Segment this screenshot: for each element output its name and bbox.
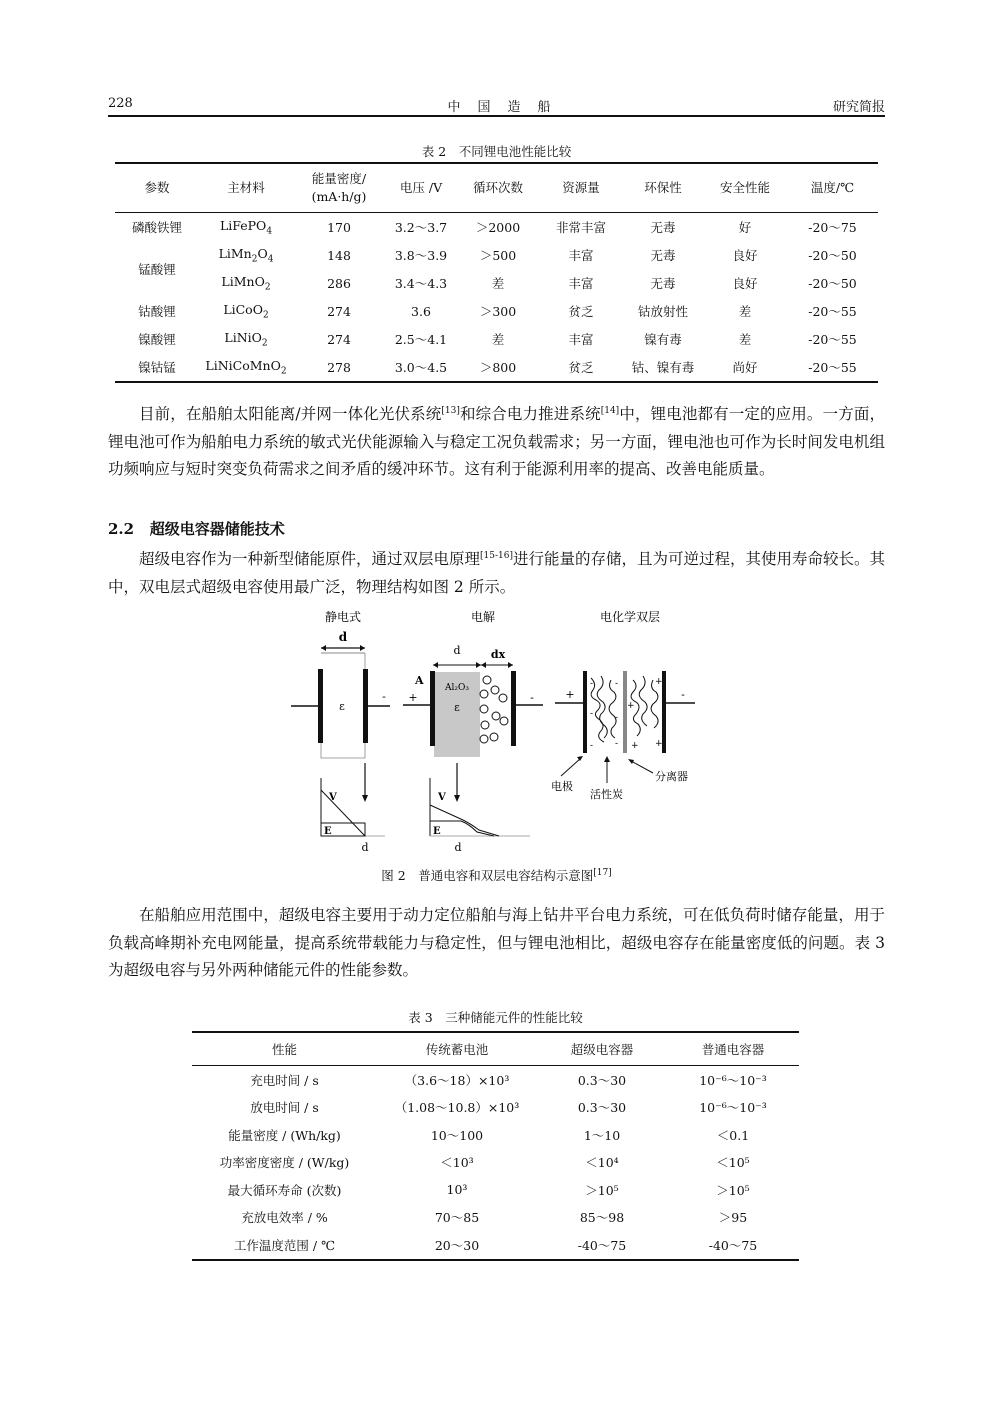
cell-battery: （3.6～18）×10³ xyxy=(404,1072,510,1088)
cell-energy: 148 xyxy=(327,247,351,263)
cell-prop: 充放电效率 / % xyxy=(241,1210,328,1226)
cell-prop: 最大循环寿命 (次数) xyxy=(227,1182,342,1198)
section-title: 超级电容器储能技术 xyxy=(149,520,285,538)
cell-cycles: ＞2000 xyxy=(475,220,521,235)
cell-cap: ＜0.1 xyxy=(716,1127,750,1143)
table-row xyxy=(192,1149,799,1177)
col-header: 电压 /V xyxy=(399,180,443,195)
cell-eco: 镍有毒 xyxy=(644,332,682,347)
header-rule xyxy=(108,115,885,117)
cell-battery: 10³ xyxy=(446,1182,468,1198)
text: 中，锂电池都有一定的应用。一方面，锂电池可作为船舶电力系统的敏式光伏能源输入与稳定工况负载需求；另一方面，锂电池也可作为长时间发电机组功频响应与短时突变负荷需求之间矛盾的缓冲环节。这有利于能源利用率的提高、改善电能质量。 xyxy=(108,405,885,479)
figure-2 xyxy=(285,608,715,858)
page-number: 228 xyxy=(108,96,133,111)
cell-prop: 工作温度范围 / ℃ xyxy=(233,1237,336,1253)
pointer-electrode xyxy=(561,758,581,776)
table-header-row xyxy=(192,1032,799,1066)
electrode-left xyxy=(583,671,587,753)
section-number: 2.2 xyxy=(108,520,135,538)
section-label: 研究简报 xyxy=(832,100,885,115)
label-d: d xyxy=(338,630,348,644)
cell-resource: 丰富 xyxy=(568,276,594,291)
caption-text: 图 2 普通电容和双层电容结构示意图 xyxy=(381,868,594,883)
bracket xyxy=(321,743,365,758)
col-header: 主材料 xyxy=(227,180,265,195)
subscript: 2 xyxy=(280,366,287,377)
cell-cap: ＜10⁵ xyxy=(716,1155,750,1171)
cell-cycles: ＞300 xyxy=(479,304,517,319)
cell-temp: -20～55 xyxy=(808,332,857,347)
cell-supercap: 1～10 xyxy=(583,1127,621,1143)
cell-resource: 贫乏 xyxy=(568,360,594,375)
label-V: V xyxy=(329,792,337,803)
col-header: 温度/℃ xyxy=(810,180,855,195)
cell-voltage: 2.5～4.1 xyxy=(394,332,448,347)
cell-eco: 钴、镍有毒 xyxy=(631,360,695,375)
cell-energy: 274 xyxy=(327,303,351,319)
cell-cycles: 差 xyxy=(491,276,505,291)
cell-prop: 放电时间 / s xyxy=(250,1100,319,1116)
cell-safety: 差 xyxy=(738,332,752,347)
col-header xyxy=(293,163,385,213)
svg-text:+: + xyxy=(655,739,663,749)
cell-eco: 无毒 xyxy=(650,276,676,291)
cell-temp: -20～55 xyxy=(808,360,857,375)
table3 xyxy=(192,1031,799,1261)
cell-battery: （1.08～10.8）×10³ xyxy=(394,1100,520,1116)
cell-type: 锰酸锂 xyxy=(138,262,176,277)
cell-battery: 70～85 xyxy=(434,1210,480,1226)
cell-cap: 10⁻⁶～10⁻³ xyxy=(699,1100,767,1116)
cell-battery: ＜10³ xyxy=(440,1155,474,1171)
cell-energy: 274 xyxy=(327,331,351,347)
table3-caption: 表 3 三种储能元件的性能比较 xyxy=(408,1010,583,1025)
svg-text:-: - xyxy=(590,741,594,751)
cell-supercap: ＜10⁴ xyxy=(585,1155,619,1171)
citation: [17] xyxy=(593,867,612,878)
plate-left xyxy=(430,671,435,746)
cell-safety: 良好 xyxy=(732,276,758,291)
cell-voltage: 3.0～4.5 xyxy=(394,360,448,375)
pointer-separator xyxy=(631,761,653,773)
text: 进行能量的存储，且为可逆过程，其使用寿命较长。其中，双电层式超级电容使用最广泛，物理结构如图 2 所示。 xyxy=(108,550,885,596)
label-d: d xyxy=(453,644,461,657)
cell-temp: -20～75 xyxy=(808,220,857,235)
label-A: A xyxy=(415,674,424,687)
cell-battery: 10～100 xyxy=(430,1127,484,1143)
panel-title-edlc: 电化学双层 xyxy=(599,610,661,624)
paragraph-1 xyxy=(108,398,885,484)
label-al2o3: Al₂O₃ xyxy=(445,683,469,693)
formula: LiMnO xyxy=(221,273,265,289)
cell-supercap: 0.3～30 xyxy=(577,1100,627,1116)
cell-voltage: 3.6 xyxy=(411,303,431,319)
cell-energy: 170 xyxy=(327,219,351,235)
cell-type: 钴酸锂 xyxy=(138,304,176,319)
cell-prop: 功率密度密度 / (W/kg) xyxy=(219,1155,350,1171)
panel-title-electrostatic: 静电式 xyxy=(324,610,362,624)
cell-voltage: 3.4～4.3 xyxy=(394,276,448,291)
table-row xyxy=(115,241,878,269)
cell-temp: -20～50 xyxy=(808,276,857,291)
cell-material xyxy=(199,241,293,269)
label-dx: dx xyxy=(490,648,506,661)
formula: LiNiO xyxy=(224,329,262,345)
cell-material xyxy=(199,297,293,325)
cell-type: 磷酸铁锂 xyxy=(131,220,182,235)
table-row xyxy=(115,297,878,325)
cell-cap: -40～75 xyxy=(708,1237,758,1253)
cell-type: 镍钴锰 xyxy=(138,360,176,375)
plate-right xyxy=(511,671,516,746)
table2 xyxy=(115,162,878,383)
cell-resource: 丰富 xyxy=(568,248,594,263)
activated-carbon xyxy=(591,676,619,742)
table-row xyxy=(115,353,878,382)
col-header: 传统蓄电池 xyxy=(425,1042,489,1057)
citation: [13] xyxy=(441,406,460,416)
cell-cycles: ＞800 xyxy=(479,360,517,375)
cell-material xyxy=(199,269,293,297)
cell-energy: 286 xyxy=(327,275,351,291)
col-header: 超级电容器 xyxy=(570,1042,634,1057)
subscript: 2 xyxy=(262,310,269,321)
cell-eco: 无毒 xyxy=(650,220,676,235)
label-plus: + xyxy=(565,688,575,701)
label-V: V xyxy=(438,792,446,803)
arrowhead xyxy=(628,759,634,764)
svg-text:-: - xyxy=(615,713,619,723)
col-header: 资源量 xyxy=(562,180,600,195)
cell-cap: 10⁻⁶～10⁻³ xyxy=(699,1072,767,1088)
text: 在船舶应用范围中，超级电容主要用于动力定位船舶与海上钻井平台电力系统，可在低负荷时储存能量，用于负载高峰期补充电网能量，提高系统带载能力与稳定性，但与锂电池相比，超级电容存在能量密度低的问题。表 3 为超级电容与另外两种储能元件的性能参数。 xyxy=(108,906,885,979)
separator xyxy=(623,671,627,753)
cell-supercap: ＞10⁵ xyxy=(585,1182,619,1198)
label-electrode: 电极 xyxy=(551,780,573,793)
cell-cycles: 差 xyxy=(491,332,505,347)
col-header: 循环次数 xyxy=(472,180,523,195)
label-separator: 分离器 xyxy=(655,770,688,783)
col-header: 普通电容器 xyxy=(701,1042,765,1057)
table-row xyxy=(115,325,878,353)
section-heading xyxy=(108,518,285,539)
formula: O xyxy=(257,245,268,261)
cell-material xyxy=(199,353,293,382)
cell-supercap: -40～75 xyxy=(577,1237,627,1253)
label-plus: + xyxy=(408,691,418,704)
label-epsilon: ε xyxy=(339,700,345,713)
label-d: d xyxy=(454,841,462,854)
cell-temp: -20～55 xyxy=(808,304,857,319)
cell-supercap: 0.3～30 xyxy=(577,1072,627,1088)
cell-cap: ＞10⁵ xyxy=(716,1182,750,1198)
text: 和综合电力推进系统 xyxy=(459,405,601,424)
cell-cap: ＞95 xyxy=(718,1210,748,1226)
label-activated-carbon: 活性炭 xyxy=(590,788,623,801)
cell-battery: 20～30 xyxy=(434,1237,480,1253)
label-E: E xyxy=(433,826,441,837)
table-row xyxy=(115,269,878,297)
subscript: 4 xyxy=(267,254,274,265)
formula: LiFePO xyxy=(219,217,267,233)
panel-edlc xyxy=(551,671,695,801)
cell-supercap: 85～98 xyxy=(579,1210,625,1226)
label-epsilon: ε xyxy=(454,701,460,714)
table-header-row xyxy=(115,163,878,213)
formula: LiMn xyxy=(218,245,252,261)
formula: LiNiCoMnO xyxy=(205,357,281,373)
plate-left xyxy=(318,669,323,743)
svg-text:+: + xyxy=(627,701,635,711)
cell-voltage: 3.8～3.9 xyxy=(394,248,448,263)
text: 目前，在船舶太阳能离/并网一体化光伏系统 xyxy=(139,405,442,424)
cell-resource: 丰富 xyxy=(568,332,594,347)
col-header: 安全性能 xyxy=(719,180,770,195)
cell-resource: 非常丰富 xyxy=(555,220,606,235)
cell-type: 镍酸锂 xyxy=(138,332,176,347)
svg-text:+: + xyxy=(655,677,663,687)
col-header-line1: 能量密度/ xyxy=(311,171,367,186)
col-header: 环保性 xyxy=(644,180,682,195)
table-row xyxy=(192,1094,799,1122)
table-row xyxy=(115,213,878,242)
journal-title: 中 国 造 船 xyxy=(447,100,553,115)
citation: [15-16] xyxy=(480,551,513,561)
svg-text:-: - xyxy=(590,679,594,689)
ions xyxy=(480,676,508,743)
paragraph-3 xyxy=(108,902,885,985)
panel-electrolytic xyxy=(403,644,543,854)
cell-safety: 良好 xyxy=(732,248,758,263)
label-minus: - xyxy=(382,690,386,703)
svg-text:-: - xyxy=(615,679,619,689)
table-row xyxy=(192,1066,799,1094)
cell-safety: 好 xyxy=(738,220,752,235)
cell-material xyxy=(199,213,293,242)
cell-temp: -20～50 xyxy=(808,248,857,263)
table-row xyxy=(192,1231,799,1260)
plate-right xyxy=(363,669,368,743)
label-d: d xyxy=(361,841,369,854)
cell-prop: 能量密度 / (Wh/kg) xyxy=(228,1127,341,1143)
cell-resource: 贫乏 xyxy=(568,304,594,319)
arrowhead xyxy=(454,795,460,802)
table-row xyxy=(192,1176,799,1204)
table-row xyxy=(192,1121,799,1149)
label-minus: - xyxy=(681,688,685,701)
arrowhead xyxy=(604,756,610,762)
panel-title-electrolytic: 电解 xyxy=(470,610,496,624)
cell-cycles: ＞500 xyxy=(479,248,517,263)
label-minus: - xyxy=(530,691,534,704)
electrode-right xyxy=(662,671,666,753)
subscript: 2 xyxy=(261,338,268,349)
cell-material xyxy=(199,325,293,353)
svg-text:+: + xyxy=(631,741,639,751)
paragraph-2 xyxy=(108,543,885,601)
text: 超级电容作为一种新型储能原件，通过双层电原理 xyxy=(139,550,481,569)
cell-energy: 278 xyxy=(327,359,351,375)
cell-safety: 差 xyxy=(738,304,752,319)
cell-safety: 尚好 xyxy=(732,360,758,375)
panel-electrostatic xyxy=(291,630,390,854)
formula: LiCoO xyxy=(223,301,263,317)
cell-prop: 充电时间 / s xyxy=(250,1072,319,1088)
subscript: 2 xyxy=(264,282,271,293)
svg-text:-: - xyxy=(615,739,619,749)
table-row xyxy=(192,1204,799,1232)
label-E: E xyxy=(324,826,332,837)
citation: [14] xyxy=(600,406,620,416)
col-header-line2: (mA·h/g) xyxy=(311,189,367,204)
svg-text:-: - xyxy=(590,709,594,719)
cell-eco: 无毒 xyxy=(650,248,676,263)
subscript: 2 xyxy=(251,254,258,265)
subscript: 4 xyxy=(266,226,273,237)
col-header: 参数 xyxy=(144,180,170,195)
cell-eco: 钴放射性 xyxy=(637,304,688,319)
table2-caption: 表 2 不同锂电池性能比较 xyxy=(421,144,572,159)
arrowhead xyxy=(362,795,368,802)
figure2-caption xyxy=(108,866,885,884)
col-header: 性能 xyxy=(271,1042,297,1057)
cell-voltage: 3.2～3.7 xyxy=(394,220,448,235)
